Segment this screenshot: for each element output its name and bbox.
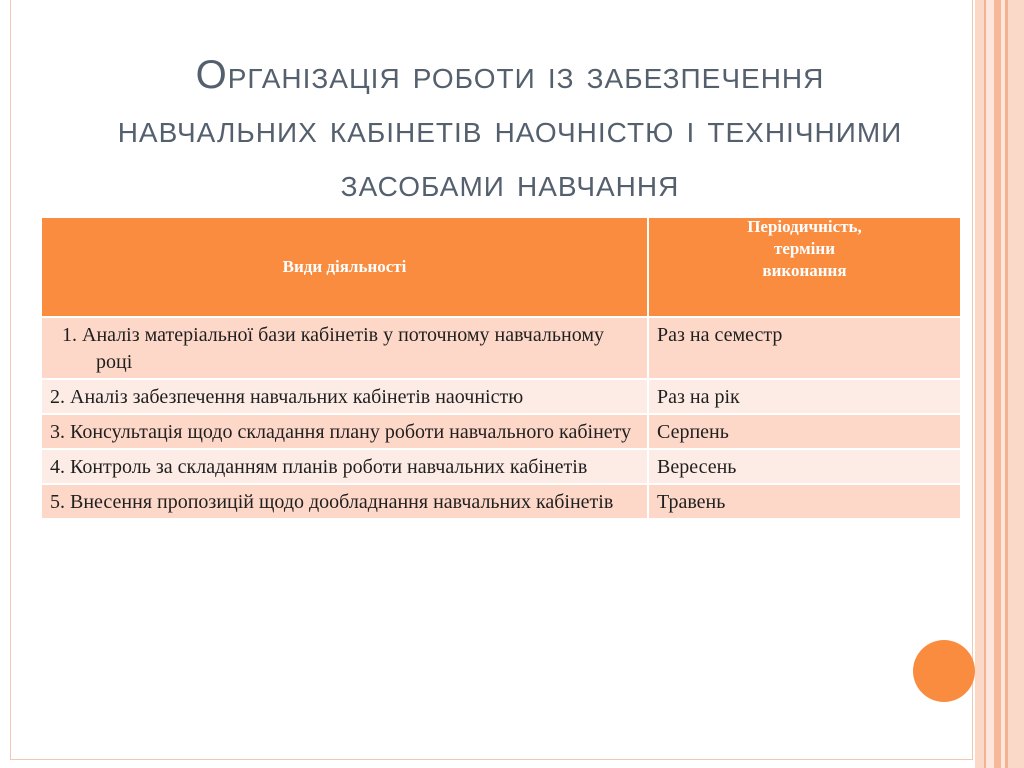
table-row — [41, 449, 961, 484]
activity-cell — [41, 449, 648, 484]
decor-stripe — [1008, 0, 1024, 768]
header-activities: Види діяльності — [41, 217, 648, 317]
term-cell: Вересень — [648, 449, 961, 484]
table-header-row — [41, 217, 961, 317]
activity-text: 1. Аналіз матеріальної бази кабінетів у поточному навчальному році — [62, 324, 604, 373]
activity-cell — [41, 414, 648, 449]
activity-cell — [41, 317, 648, 379]
title-line: Організація роботи із забезпечення — [195, 53, 825, 97]
activity-text: 5. Внесення пропозицій щодо дообладнання навчальних кабінетів — [50, 491, 614, 513]
term-cell: Раз на семестр — [648, 317, 961, 379]
table-row — [41, 414, 961, 449]
header-periodicity-line: Періодичність, — [747, 217, 862, 236]
activity-cell — [41, 484, 648, 519]
activity-cell — [41, 379, 648, 414]
decor-circle — [913, 640, 975, 702]
table-row — [41, 317, 961, 379]
header-periodicity — [648, 217, 961, 317]
header-periodicity-line: виконання — [762, 261, 847, 280]
title-line: засобами навчання — [340, 161, 680, 205]
header-periodicity-line: терміни — [774, 239, 835, 258]
title-line: навчальних кабінетів наочністю і технічними — [117, 107, 903, 151]
term-cell: Раз на рік — [648, 379, 961, 414]
term-cell: Серпень — [648, 414, 961, 449]
activities-table — [40, 216, 962, 520]
term-cell: Травень — [648, 484, 961, 519]
table-row — [41, 484, 961, 519]
decor-stripe — [994, 0, 1001, 768]
activity-text: 3. Консультація щодо складання плану роботи навчального кабінету — [50, 421, 632, 443]
activity-text: 2. Аналіз забезпечення навчальних кабінетів наочністю — [50, 386, 524, 408]
table-row — [41, 379, 961, 414]
activity-text: 4. Контроль за складанням планів роботи навчальних кабінетів — [50, 456, 588, 478]
slide-title — [30, 48, 990, 210]
